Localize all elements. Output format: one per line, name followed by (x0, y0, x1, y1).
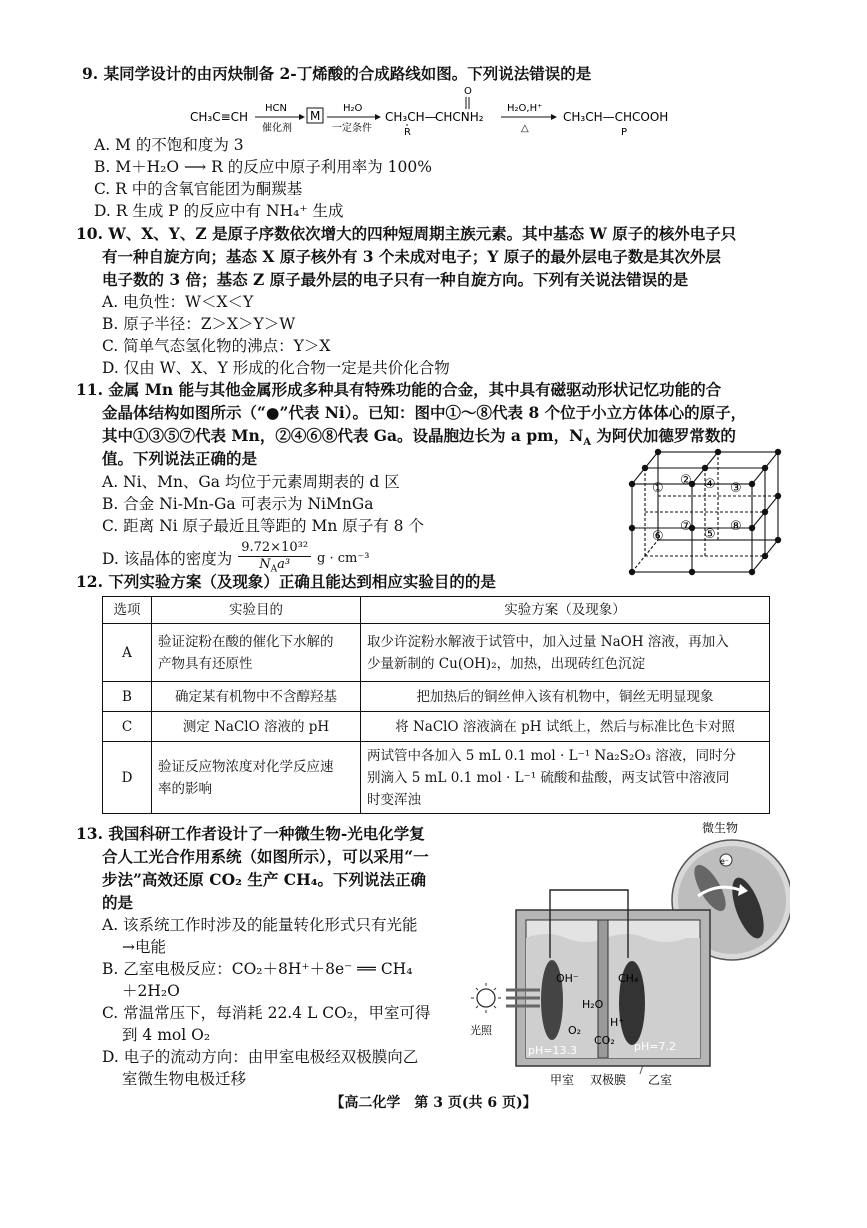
q10-option-d: D. 仅由 W、X、Y 形成的化合物一定是共价化合物 (102, 359, 450, 377)
q9-option-a: A. M 的不饱和度为 3 (94, 136, 244, 154)
q9-option-d: D. R 生成 P 的反应中有 NH₄⁺ 生成 (94, 202, 344, 220)
q13-option-c: C. 常温常压下，每消耗 22.4 L CO₂，甲室可得 (102, 1004, 431, 1022)
table-cell-plan: 取少许淀粉水解液于试管中，加入过量 NaOH 溶液，再加入 少量新制的 Cu(OH)₂，加热，出现砖红色沉淀 (361, 624, 770, 682)
q13-option-b-cont: ＋2H₂O (122, 982, 180, 1000)
table-cell-option: B (103, 682, 152, 712)
q12-experiment-table (102, 596, 770, 814)
q9-r3-bot: △ (521, 123, 529, 134)
q13-option-d: D. 电子的流动方向：由甲室电极经双极膜向乙 (102, 1048, 419, 1066)
q10-option-b: B. 原子半径：Z＞X＞Y＞W (102, 315, 296, 333)
page-footer: 【高二化学 第 3 页(共 6 页)】 (330, 1095, 537, 1111)
q11-atom-7: ⑦ (680, 519, 692, 534)
q9-p-label: P (621, 127, 628, 136)
q11-stem-line2: 金晶体结构如图所示（“●”代表 Ni）。已知：图中①～⑧代表 8 个位于小立方体体心的原子， (102, 403, 747, 422)
table-header-row (103, 597, 770, 624)
q11-option-c: C. 距离 Ni 原子最近且等距的 Mn 原子有 8 个 (102, 517, 424, 535)
q11-atom-3: ③ (730, 481, 742, 496)
q9-option-c: C. R 中的含氧官能团为酮羰基 (94, 180, 303, 198)
q9-r1-bot: 催化剂 (262, 123, 292, 134)
q9-r-label: R (404, 127, 411, 136)
q13-ch4-label: CH₄ (618, 972, 639, 985)
q13-stem-line2: 合人工光合作用系统（如图所示），可以采用“一 (102, 847, 429, 866)
q13-membrane-label: 双极膜 (590, 1073, 627, 1087)
q13-stem-line3: 步法”高效还原 CO₂ 生产 CH₄。下列说法正确 (102, 870, 427, 889)
q10-stem-line2: 有一种自旋方向；基态 X 原子核外有 3 个未成对电子；Y 原子的最外层电子数是其次外层 (102, 247, 721, 266)
q13-room-a-label: 甲室 (550, 1073, 575, 1087)
table-cell-goal: 测定 NaClO 溶液的 pH (152, 712, 361, 742)
q10-option-a: A. 电负性：W＜X＜Y (102, 293, 254, 311)
table-cell-goal: 验证淀粉在酸的催化下水解的 产物具有还原性 (152, 624, 361, 682)
q9-r2-bot: 一定条件 (332, 123, 372, 134)
q13-option-a-cont: →电能 (122, 938, 166, 956)
q9-end: CH₃CH—CHCOOH (563, 110, 669, 124)
q13-hplus-label: H⁺ (610, 1016, 625, 1029)
q11-atom-5: ⑤ (704, 527, 716, 542)
q9-m-box: M (310, 109, 321, 123)
q13-co2-label: CO₂ (594, 1034, 615, 1047)
table-header: 选项 (103, 597, 152, 624)
table-cell-plan: 两试管中各加入 5 mL 0.1 mol · L⁻¹ Na₂S₂O₃ 溶液，同时分 别滴入 5 mL 0.1 mol · L⁻¹ 硫酸和盐酸，两支试管中溶液同 时变浑浊 (361, 742, 770, 814)
q9-start: CH₃C≡CH (190, 110, 249, 124)
q13-photosynthesis-figure (470, 818, 790, 1088)
q11-stem-line1: 11. 金属 Mn 能与其他金属形成多种具有特殊功能的合金，其中具有磁驱动形状记忆功能的合 (76, 380, 722, 399)
table-header: 实验目的 (152, 597, 361, 624)
q13-ph-left: pH=13.3 (528, 1044, 577, 1057)
q9-r2-top: H₂O (343, 103, 363, 114)
table-row (103, 624, 770, 682)
q9-o-label: O (464, 86, 472, 97)
q13-electron-label: e⁻ (720, 857, 730, 866)
q12-stem: 12. 下列实验方案（及现象）正确且能达到相应实验目的的是 (76, 572, 496, 591)
q11-density-fraction: 9.72×10³² $N_Aa^3$ (238, 540, 311, 578)
q13-option-d-cont: 室微生物电极迁移 (122, 1070, 247, 1088)
q11-option-d: D. 该晶体的密度为 9.72×10³² $N_Aa^3$ g · cm⁻³ (102, 540, 369, 578)
q11-atom-4: ④ (704, 477, 716, 492)
q9-stem: 9. 某同学设计的由丙炔制备 2-丁烯酸的合成路线如图。下列说法错误的是 (82, 64, 592, 83)
q13-light-label: 光照 (470, 1024, 492, 1037)
q11-option-b: B. 合金 Ni-Mn-Ga 可表示为 NiMnGa (102, 495, 374, 513)
q11-atom-1: ① (652, 481, 664, 496)
q13-ph-right: pH=7.2 (634, 1040, 676, 1053)
q9-mid-right: CHCNH₂ (435, 110, 484, 124)
q13-stem-line1: 13. 我国科研工作者设计了一种微生物-光电化学复 (76, 824, 425, 843)
q13-option-b: B. 乙室电极反应：CO₂＋8H⁺＋8e⁻ ══ CH₄ (102, 960, 413, 978)
table-header: 实验方案（及现象） (361, 597, 770, 624)
q11-crystal-cell-figure (618, 440, 790, 580)
q9-option-b: B. M＋H₂O ⟶ R 的反应中原子利用率为 100% (94, 158, 432, 176)
q13-o2-label: O₂ (568, 1024, 582, 1037)
table-row (103, 712, 770, 742)
q10-stem-line3: 电子数的 3 倍；基态 Z 原子最外层的电子只有一种自旋方向。下列有关说法错误的是 (102, 270, 689, 289)
q13-oh-label: OH⁻ (556, 972, 579, 985)
q13-microbe-label: 微生物 (702, 821, 739, 835)
q11-atom-2: ② (680, 473, 692, 488)
table-cell-goal: 验证反应物浓度对化学反应速 率的影响 (152, 742, 361, 814)
q13-room-b-label: 乙室 (648, 1073, 673, 1087)
q13-stem-line4: 的是 (102, 893, 134, 912)
q11-atom-6: ⑥ (652, 529, 664, 544)
q13-option-a: A. 该系统工作时涉及的能量转化形式只有光能 (102, 916, 418, 934)
table-cell-option: D (103, 742, 152, 814)
table-cell-option: A (103, 624, 152, 682)
q9-r1-top: HCN (265, 103, 287, 114)
q9-mid-left: CH₃CH— (385, 110, 437, 124)
table-cell-plan: 将 NaClO 溶液滴在 pH 试纸上，然后与标准比色卡对照 (361, 712, 770, 742)
table-row (103, 742, 770, 814)
table-cell-option: C (103, 712, 152, 742)
q13-option-c-cont: 到 4 mol O₂ (122, 1026, 211, 1044)
table-row (103, 682, 770, 712)
q9-synthesis-scheme (185, 84, 705, 136)
q11-option-a: A. Ni、Mn、Ga 均位于元素周期表的 d 区 (102, 473, 400, 491)
q11-atom-8: ⑧ (730, 519, 742, 534)
q10-option-c: C. 简单气态氢化物的沸点：Y＞X (102, 337, 331, 355)
q10-stem-line1: 10. W、X、Y、Z 是原子序数依次增大的四种短周期主族元素。其中基态 W 原子的核外电子只 (76, 224, 737, 243)
table-cell-plan: 把加热后的铜丝伸入该有机物中，铜丝无明显现象 (361, 682, 770, 712)
q9-r3-top: H₂O,H⁺ (507, 103, 543, 114)
q11-stem-line4: 值。下列说法正确的是 (102, 449, 258, 468)
q11-stem-line3: 其中①③⑤⑦代表 Mn，②④⑥⑧代表 Ga。设晶胞边长为 a pm，$N_A$ 为阿伏加德罗常数的 (102, 426, 736, 449)
q13-h2o-label: H₂O (582, 998, 604, 1011)
q13-sun-icon (477, 989, 495, 1007)
table-cell-goal: 确定某有机物中不含醇羟基 (152, 682, 361, 712)
